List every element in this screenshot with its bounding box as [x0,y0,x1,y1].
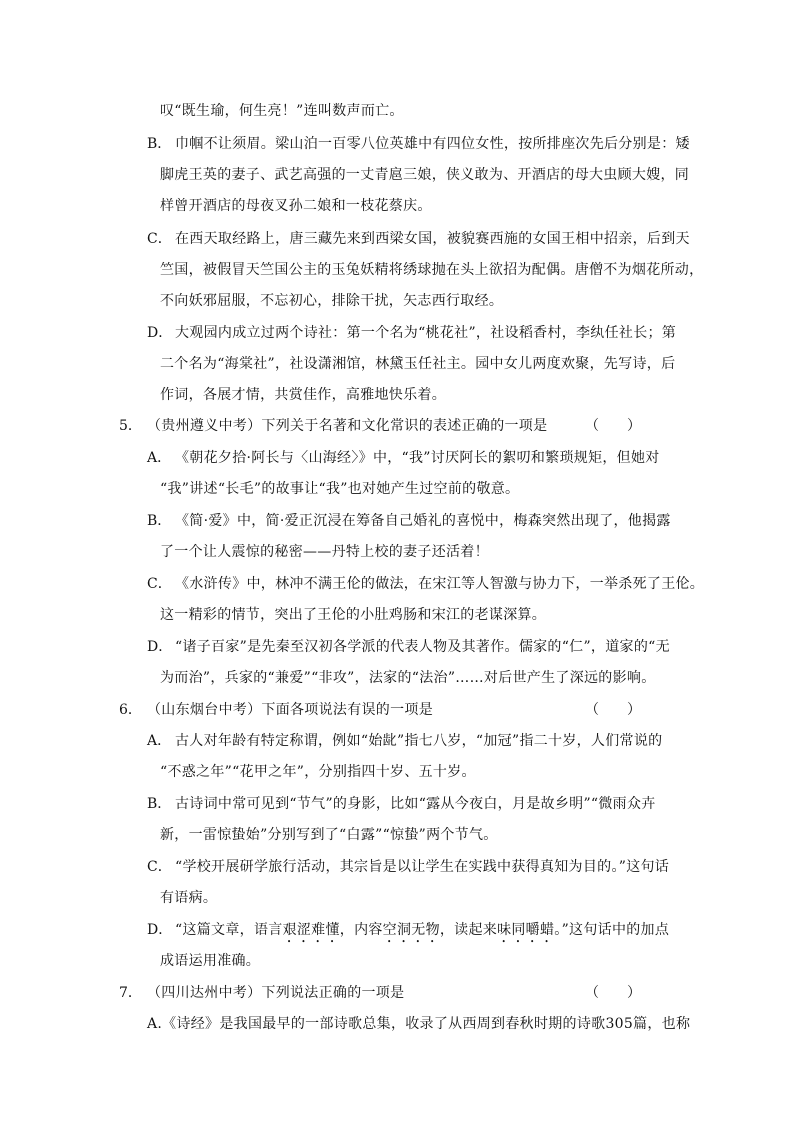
q6-option-b-line2: 新，一雷惊蛰始”分别写到了“白露”“惊蛰”两个节气。 [160,827,498,843]
option-label-a: A． [147,450,172,466]
dotted-idiom-3: 味同嚼蜡 [497,922,555,938]
question-6-answer-blank: （ ） [585,702,641,718]
option-label-b: B． [147,513,172,529]
q7-option-a-line1: A.《诗经》是我国最早的一部诗歌总集，收录了从西周到春秋时期的诗歌305篇，也称 [147,1016,691,1032]
q6-option-a-line1: 古人对年龄有特定称谓，例如“始龀”指七八岁，“加冠”指二十岁，人们常说的 [175,733,663,749]
q5-option-b-line1: 《简·爱》中，简·爱正沉浸在筹备自己婚礼的喜悦中，梅森突然出现了，他揭露 [175,513,671,529]
question-5-answer-blank: （ ） [585,418,641,434]
q4-option-d-line3: 作词，各展才情，共赏佳作，高雅地快乐着。 [160,387,446,403]
q5-option-b-line2: 了一个让人震惊的秘密——丹特上校的妻子还活着！ [160,544,489,560]
option-label-c: C． [147,576,172,592]
question-5-stem: （贵州遵义中考）下列关于名著和文化常识的表述正确的一项是 [147,418,548,434]
question-7-stem: （四川达州中考）下列说法正确的一项是 [147,985,405,1001]
option-label-b: B． [147,796,172,812]
q4-option-c-line3: 不向妖邪屈服，不忘初心，排除干扰，矢志西行取经。 [160,293,504,309]
question-number-6: 6． [119,702,142,718]
q6d-text-4: 。”这句话中的加点 [554,922,670,938]
option-label-d: D． [147,325,173,341]
q6-option-c-line1: “学校开展研学旅行活动，其宗旨是以让学生在实践中获得真知为目的。”这句话 [175,859,670,875]
q6-option-c-line2: 有语病。 [160,890,218,906]
q6-option-a-line2: “不惑之年”“花甲之年”，分别指四十岁、五十岁。 [160,764,476,780]
dotted-idiom-2: 空洞无物 [382,922,440,938]
option-label-b: B． [147,136,172,152]
q4-option-b-line1: 巾帼不让须眉。梁山泊一百零八位英雄中有四位女性，按所排座次先后分别是：矮 [175,136,690,152]
q5-option-a-line1: 《朝花夕拾·阿长与〈山海经〉》中，“我”讨厌阿长的絮叨和繁琐规矩，但她对 [175,450,660,466]
question-number-7: 7． [119,985,142,1001]
q4-option-b-line3: 样曾开酒店的母夜叉孙二娘和一枝花蔡庆。 [160,198,432,214]
q6d-text-2: ，内容 [339,922,383,938]
option-label-a: A． [147,733,172,749]
q5-option-a-line2: “我”讲述“长毛”的故事让“我”也对她产生过空前的敬意。 [160,481,520,497]
question-number-5: 5． [119,418,142,434]
q6d-text-1: “这篇文章，语言 [175,922,283,938]
dotted-idiom-1: 艰涩难懂 [282,922,340,938]
q4-option-b-line2: 脚虎王英的妻子、武艺高强的一丈青扈三娘，侠义敢为、开酒店的母大虫顾大嫂，同 [160,167,690,183]
q5-option-c-line2: 这一精彩的情节，突出了王伦的小肚鸡肠和宋江的老谋深算。 [160,607,547,623]
option-label-d: D． [147,922,173,938]
q5-option-d-line2: 为而治”，兵家的“兼爱”“非攻”，法家的“法治”……对后世产生了深远的影响。 [160,670,656,686]
option-label-c: C． [147,231,172,247]
question-6-stem: （山东烟台中考）下面各项说法有误的一项是 [147,702,433,718]
q6-option-b-line1: 古诗词中常可见到“节气”的身影，比如“露从今夜白，月是故乡明”“微雨众卉 [175,796,656,812]
q6-option-d-line1 [175,920,669,946]
question-7-answer-blank: （ ） [585,985,641,1001]
option-label-c: C． [147,859,172,875]
q6d-text-3: ，读起来 [439,922,498,938]
q5-option-c-line1: 《水浒传》中，林冲不满王伦的做法，在宋江等人智激与协力下，一举杀死了王伦。 [175,576,705,592]
q4a-continuation: 叹“既生瑜，何生亮！”连叫数声而亡。 [160,103,404,119]
q5-option-d-line1: “诸子百家”是先秦至汉初各学派的代表人物及其著作。儒家的“仁”，道家的“无 [175,639,670,655]
q4-option-c-line2: 竺国，被假冒天竺国公主的玉兔妖精将绣球抛在头上欲招为配偶。唐僧不为烟花所动， [160,262,704,278]
q4-option-d-line2: 二个名为“海棠社”，社设潇湘馆，林黛玉任社主。园中女儿两度欢聚，先写诗，后 [160,356,676,372]
q4-option-d-line1: 大观园内成立过两个诗社：第一个名为“桃花社”，社设稻香村，李纨任社长；第 [175,325,677,341]
q4-option-c-line1: 在西天取经路上，唐三藏先来到西梁女国，被貌赛西施的女国王相中招亲，后到天 [175,231,690,247]
q6-option-d-line2: 成语运用准确。 [160,953,261,969]
option-label-d: D． [147,639,173,655]
